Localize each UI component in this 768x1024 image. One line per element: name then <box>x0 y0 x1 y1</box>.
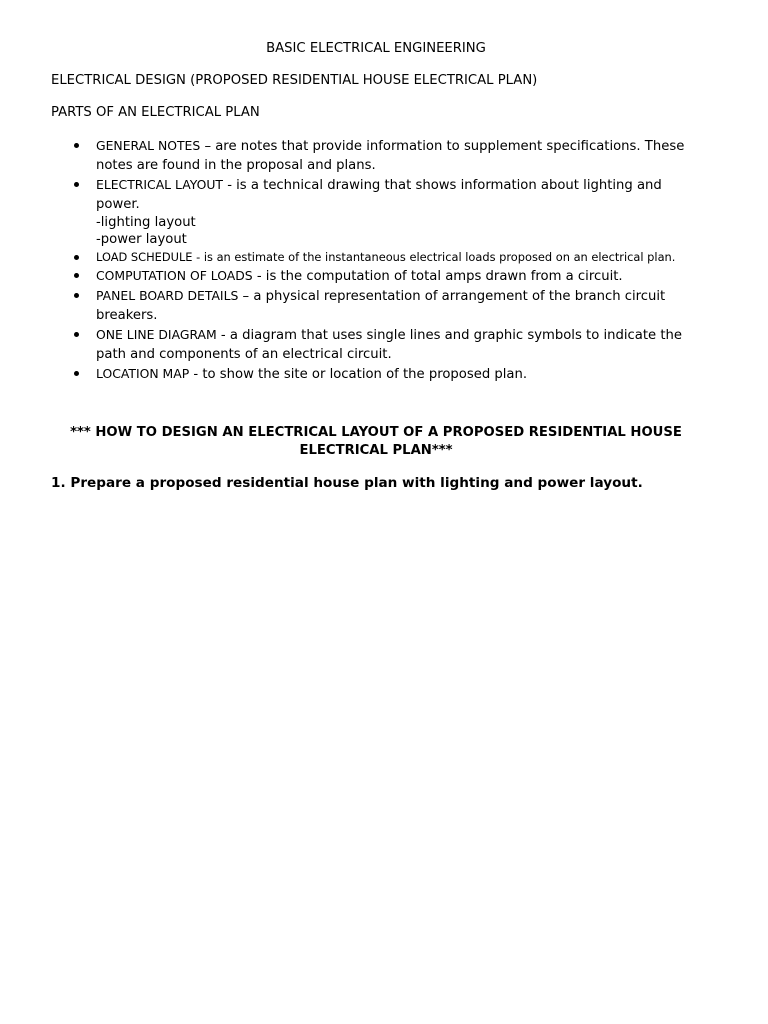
item-term: PANEL BOARD DETAILS <box>96 288 239 303</box>
item-text: – are notes that provide information to supplement specifications. These notes are found in the proposal and plans. <box>96 139 685 173</box>
step-1: 1. Prepare a proposed residential house plan with lighting and power layout. <box>51 475 643 491</box>
list-item-computation-of-loads <box>96 266 706 286</box>
item-term: COMPUTATION OF LOADS <box>96 268 253 283</box>
item-term: ONE LINE DIAGRAM <box>96 327 217 342</box>
bullet-icon <box>74 293 79 298</box>
item-text: - is the computation of total amps drawn from a circuit. <box>252 269 623 284</box>
item-term: LOAD SCHEDULE <box>96 250 193 264</box>
item-text: - a diagram that uses single lines and graphic symbols to indicate the path and components of an electrical circuit. <box>96 328 682 362</box>
bullet-icon <box>74 332 79 337</box>
sub-item-power-layout: -power layout <box>96 232 187 247</box>
list-item-panel-board-details <box>96 286 706 325</box>
parts-heading: PARTS OF AN ELECTRICAL PLAN <box>51 105 260 120</box>
bullet-icon <box>74 273 79 278</box>
bullet-icon <box>74 182 79 187</box>
item-text: – a physical representation of arrangement of the branch circuit breakers. <box>96 289 666 323</box>
item-text: - is a technical drawing that shows information about lighting and power. <box>96 178 662 212</box>
list-item-location-map <box>96 364 706 384</box>
bullet-icon <box>74 255 79 260</box>
bullet-icon <box>74 371 79 376</box>
document-title: BASIC ELECTRICAL ENGINEERING <box>266 41 486 56</box>
sub-item-lighting-layout: -lighting layout <box>96 215 196 230</box>
howto-heading: *** HOW TO DESIGN AN ELECTRICAL LAYOUT OF A PROPOSED RESIDENTIAL HOUSE ELECTRICAL PLAN*** <box>70 425 682 458</box>
item-term: ELECTRICAL LAYOUT <box>96 177 223 192</box>
item-term: GENERAL NOTES <box>96 138 201 153</box>
item-text: - to show the site or location of the proposed plan. <box>189 367 528 382</box>
list-item-one-line-diagram <box>96 325 706 364</box>
bullet-icon <box>74 143 79 148</box>
list-item-load-schedule <box>96 248 706 266</box>
list-item-general-notes <box>96 136 706 175</box>
list-item-electrical-layout <box>96 175 706 248</box>
item-term: LOCATION MAP <box>96 366 190 381</box>
parts-list <box>96 136 706 384</box>
design-heading: ELECTRICAL DESIGN (PROPOSED RESIDENTIAL HOUSE ELECTRICAL PLAN) <box>51 73 538 88</box>
item-text: - is an estimate of the instantaneous electrical loads proposed on an electrical plan. <box>192 250 676 264</box>
